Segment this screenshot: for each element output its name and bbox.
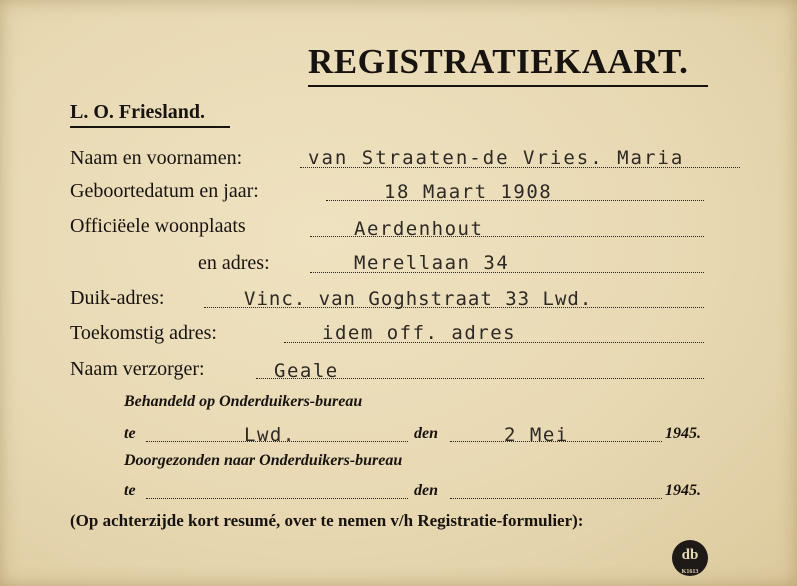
- doorgezonden-year: 1945.: [665, 482, 701, 499]
- behandeld-den-value: 2 Mei: [504, 424, 569, 446]
- adres-value: Merellaan 34: [354, 252, 510, 274]
- duik-adres-label: Duik-adres:: [70, 287, 165, 309]
- doorgezonden-te-label: te: [124, 482, 136, 499]
- toekomstig-adres-label: Toekomstig adres:: [70, 322, 217, 344]
- naam-label: Naam en voornamen:: [70, 147, 243, 169]
- duik-adres-value: Vinc. van Goghstraat 33 Lwd.: [244, 288, 593, 310]
- doorgezonden-heading: Doorgezonden naar Onderduikers-bureau: [124, 452, 403, 469]
- naam-value: van Straaten-de Vries. Maria: [308, 147, 685, 169]
- footer-note: (Op achterzijde kort resumé, over te nemen v/h Registratie-formulier):: [70, 511, 584, 530]
- geboortedatum-label: Geboortedatum en jaar:: [70, 180, 259, 202]
- printer-stamp: [672, 540, 708, 576]
- organization-name: L. O. Friesland.: [70, 101, 206, 123]
- title-underline: [308, 85, 708, 87]
- stamp-sub: K1613: [681, 569, 699, 575]
- behandeld-den-label: den: [414, 425, 438, 442]
- woonplaats-value: Aerdenhout: [354, 218, 484, 240]
- toekomstig-adres-value: idem off. adres: [322, 322, 517, 344]
- organization-underline: [70, 126, 230, 128]
- doorgezonden-den-dotted-line: [450, 498, 662, 499]
- geboortedatum-value: 18 Maart 1908: [384, 181, 553, 203]
- verzorger-label: Naam verzorger:: [70, 358, 205, 380]
- stamp-main: db: [681, 547, 699, 563]
- doorgezonden-den-label: den: [414, 482, 438, 499]
- doorgezonden-te-dotted-line: [146, 498, 408, 499]
- card-title: REGISTRATIEKAART.: [308, 42, 689, 81]
- behandeld-heading: Behandeld op Onderduikers-bureau: [124, 393, 363, 410]
- behandeld-year: 1945.: [665, 425, 701, 442]
- behandeld-te-label: te: [124, 425, 136, 442]
- adres-label: en adres:: [198, 252, 270, 274]
- behandeld-te-value: Lwd.: [244, 424, 296, 446]
- woonplaats-label: Officiëele woonplaats: [70, 215, 246, 237]
- verzorger-value: Geale: [274, 360, 339, 382]
